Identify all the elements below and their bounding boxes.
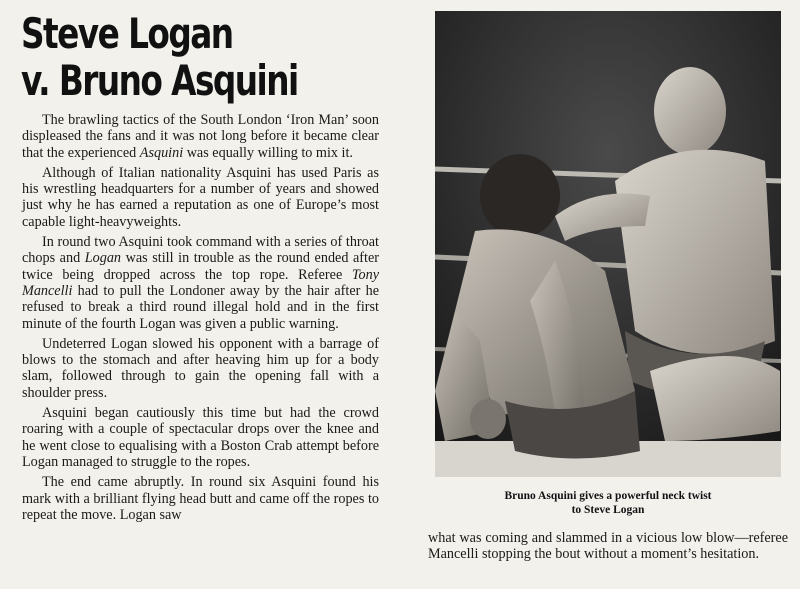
paragraph-5-text: Asquini began cautiously this time but had the crowd roaring with a couple of spectacular drops over the knee and he went close to equalising with a Boston Crab attempt before Logan managed to struggle to the ropes.: [22, 405, 379, 470]
caption-line-2: to Steve Logan: [571, 504, 645, 516]
paragraph-3-text: In round two Asquini took command with a series of throat chops and: [22, 234, 379, 267]
paragraph-1-text: The brawling tactics of the South London ‘Iron Man’ soon displeased the fans and it was not long before it became clear that the experienced: [22, 112, 379, 161]
paragraph-6: [22, 474, 379, 523]
paragraph-4: [22, 336, 379, 401]
wrestling-photo-illustration: [435, 11, 781, 477]
headline-line-1: Steve Logan: [21, 9, 233, 58]
paragraph-3-text-end: had to pull the Londoner away by the hair after he refused to break a third round illegal hold and in the first minute of the fourth Logan was given a public warning.: [22, 282, 379, 332]
article-body-right-column: [428, 530, 788, 563]
paragraph-3-italic: Logan: [84, 250, 122, 267]
caption-line-1: Bruno Asquini gives a powerful neck twist: [504, 490, 712, 502]
paragraph-4-text: Undeterred Logan slowed his opponent with a barrage of blows to the stomach and after heaving him up for a body slam, followed through to gain the opening fall with a shoulder press.: [22, 335, 379, 401]
headline-line-2: v. Bruno Asquini: [21, 56, 298, 105]
paragraph-2-text: Although of Italian nationality Asquini has used Paris as his wrestling headquarters for a number of years and showed just why he has earned a reputation as one of Europe’s most capable light-heavyweights.: [22, 164, 379, 230]
continuation-paragraph: what was coming and slammed in a vicious low blow—referee Mancelli stopping the bout without a moment’s hesitation.: [428, 530, 788, 563]
paragraph-1-italic: Asquini: [139, 144, 184, 161]
paragraph-1-text-end: was equally willing to mix it.: [183, 144, 353, 161]
paragraph-3-italic-2: Tony Mancelli: [22, 266, 379, 299]
paragraph-6-text: The end came abruptly. In round six Asquini found his mark with a brilliant flying head butt and came off the ropes to repeat the move. Logan saw: [22, 474, 379, 523]
article-headline: [21, 10, 302, 104]
paragraph-3: [22, 234, 379, 332]
photo-caption: [435, 489, 781, 517]
article-body-left-column: [22, 112, 379, 527]
paragraph-5: [22, 405, 379, 470]
paragraph-1: [22, 112, 379, 161]
paragraph-3-text-mid: was still in trouble as the round ended after twice being dropped across the top rope. Referee: [22, 250, 379, 283]
wrestling-photo: [435, 11, 781, 477]
paragraph-2: [22, 165, 379, 230]
